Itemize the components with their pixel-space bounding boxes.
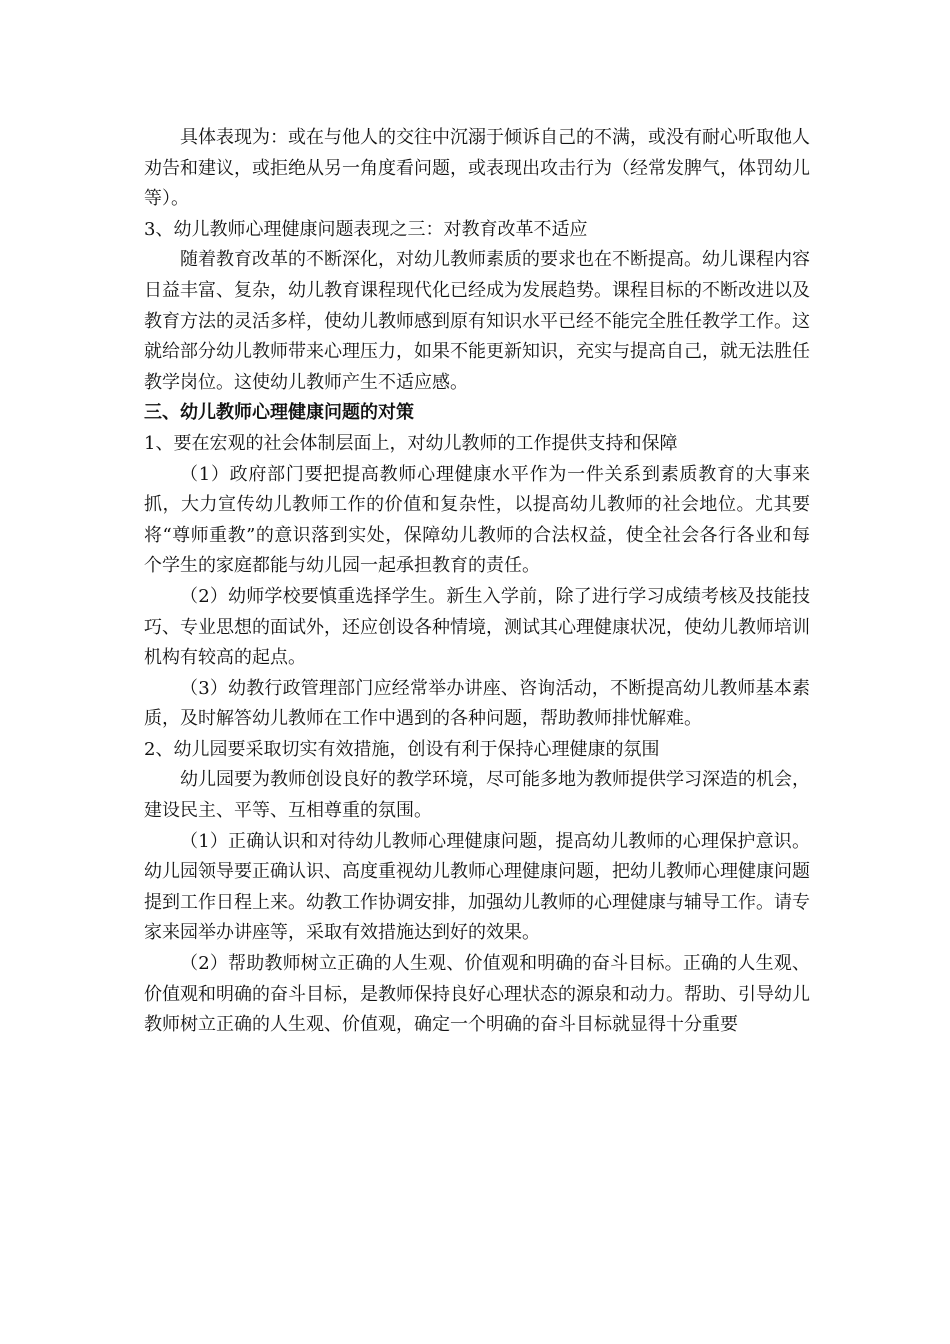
paragraph-measure-1-2: （2）幼师学校要慎重选择学生。新生入学前，除了进行学习成绩考核及技能技巧、专业思想的面试外，还应创设各种情境，测试其心理健康状况，使幼儿教师培训机构有较高的起点。 [144,585,810,669]
paragraph-education-reform: 随着教育改革的不断深化，对幼儿教师素质的要求也在不断提高。幼儿课程内容日益丰富、复杂，幼儿教育课程现代化已经成为发展趋势。课程目标的不断改进以及教育方法的灵活多样，使幼儿教师感到原有知识水平已经不能完全胜任教学工作。这就给部分幼儿教师带来心理压力，如果不能更新知识，充实与提高自己，就无法胜任教学岗位。这使幼儿教师产生不适应感。 [144,249,810,393]
paragraph-measure-2-1: （1）正确认识和对待幼儿教师心理健康问题，提高幼儿教师的心理保护意识。幼儿园领导要正确认识、高度重视幼儿教师心理健康问题，把幼儿教师心理健康问题提到工作日程上来。幼教工作协调安排，加强幼儿教师的心理健康与辅导工作。请专家来园举办讲座等，采取有效措施达到好的效果。 [144,830,810,944]
subheading-measure-2: 2、幼儿园要采取切实有效措施，创设有利于保持心理健康的氛围 [144,738,660,760]
subheading-problem-3: 3、幼儿教师心理健康问题表现之三：对教育改革不适应 [144,218,588,240]
section-heading-countermeasures: 三、幼儿教师心理健康问题的对策 [144,402,414,424]
subheading-measure-1: 1、要在宏观的社会体制层面上，对幼儿教师的工作提供支持和保障 [144,432,678,454]
paragraph-measure-1-1: （1）政府部门要把提高教师心理健康水平作为一件关系到素质教育的大事来抓，大力宣传幼儿教师工作的价值和复杂性，以提高幼儿教师的社会地位。尤其要将“尊师重教”的意识落到实处，保障幼儿教师的合法权益，使全社会各行各业和每个学生的家庭都能与幼儿园一起承担教育的责任。 [144,463,810,577]
page-body [144,123,810,1041]
paragraph-measure-1-3: （3）幼教行政管理部门应经常举办讲座、咨询活动，不断提高幼儿教师基本素质，及时解答幼儿教师在工作中遇到的各种问题，帮助教师排忧解难。 [144,677,810,730]
paragraph-measure-2-intro: 幼儿园要为教师创设良好的教学环境，尽可能多地为教师提供学习深造的机会，建设民主、平等、互相尊重的氛围。 [144,769,810,822]
paragraph-measure-2-2: （2）帮助教师树立正确的人生观、价值观和明确的奋斗目标。正确的人生观、价值观和明确的奋斗目标，是教师保持良好心理状态的源泉和动力。帮助、引导幼儿教师树立正确的人生观、价值观，确定一个明确的奋斗目标就显得十分重要 [144,953,810,1036]
paragraph-behavior-description: 具体表现为：或在与他人的交往中沉溺于倾诉自己的不满，或没有耐心听取他人劝告和建议，或拒绝从另一角度看问题，或表现出攻击行为（经常发脾气，体罚幼儿等）。 [144,127,810,210]
